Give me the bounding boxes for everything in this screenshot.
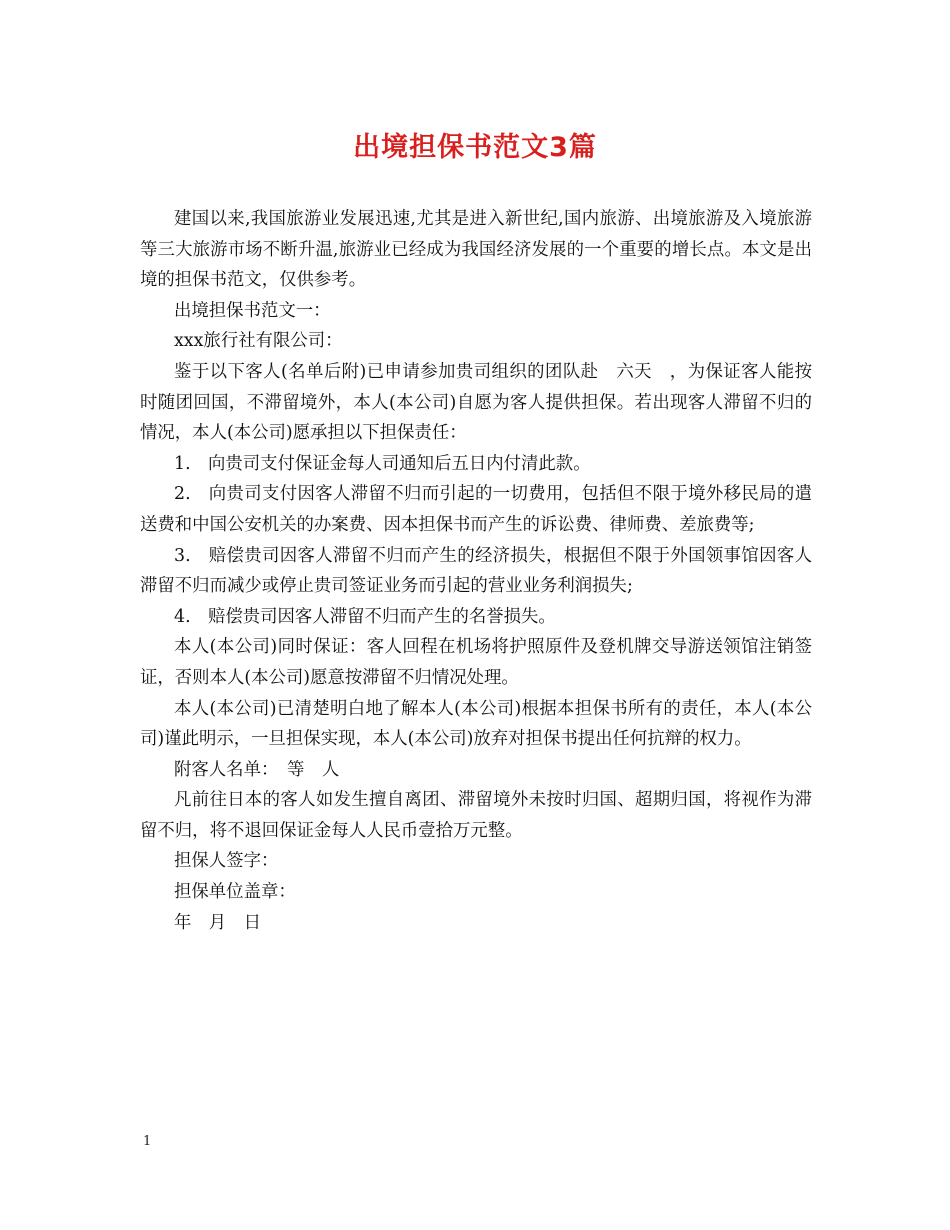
document-body <box>140 204 812 938</box>
clause-4: 4. 赔偿贵司因客人滞留不归而产生的名誉损失。 <box>174 606 556 627</box>
page-number: 1 <box>143 1134 152 1149</box>
addressee: xxx旅行社有限公司： <box>174 331 343 352</box>
company-seal-line: 担保单位盖章： <box>174 882 296 903</box>
guarantor-signature-line: 担保人签字： <box>174 851 279 872</box>
clause-3: 3. 赔偿贵司因客人滞留不归而产生的经济损失，根据但不限于外国领事馆因客人滞留不归而减少或停止贵司签证业务而引起的营业业务利润损失; <box>140 545 812 597</box>
responsibility-paragraph: 本人(本公司)已清楚明白地了解本人(本公司)根据本担保书所有的责任，本人(本公司)谨此明示，一旦担保实现，本人(本公司)放弃对担保书提出任何抗辩的权力。 <box>140 698 812 750</box>
guest-list-line: 附客人名单： 等 人 <box>174 759 340 780</box>
document-title: 出境担保书范文3篇 <box>353 132 597 163</box>
clause-2: 2. 向贵司支付因客人滞留不归而引起的一切费用，包括但不限于境外移民局的遣送费和中国公安机关的办案费、因本担保书而产生的诉讼费、律师费、差旅费等; <box>140 484 812 535</box>
clause-1: 1. 向贵司支付保证金每人司通知后五日内付清此款。 <box>174 453 591 474</box>
intro-paragraph: 建国以来,我国旅游业发展迅速,尤其是进入新世纪,国内旅游、出境旅游及入境旅游等三大旅游市场不断升温,旅游业已经成为我国经济发展的一个重要的增长点。本文是出境的担保书范文，仅供参考。 <box>140 209 812 291</box>
japan-clause: 凡前往日本的客人如发生擅自离团、滞留境外未按时归国、超期归国，将视作为滞留不归，将不退回保证金每人人民币壹拾万元整。 <box>140 790 812 841</box>
section-heading: 出境担保书范文一： <box>174 300 331 321</box>
airport-guarantee-paragraph: 本人(本公司)同时保证：客人回程在机场将护照原件及登机牌交导游送领馆注销签证，否则本人(本公司)愿意按滞留不归情况处理。 <box>140 637 812 688</box>
guarantee-paragraph: 鉴于以下客人(名单后附)已申请参加贵司组织的团队赴 六天 ，为保证客人能按时随团回国，不滞留境外，本人(本公司)自愿为客人提供担保。若出现客人滞留不归的情况，本人(本公司)愿承担以下担保责任： <box>140 361 812 444</box>
date-line: 年 月 日 <box>174 912 261 933</box>
